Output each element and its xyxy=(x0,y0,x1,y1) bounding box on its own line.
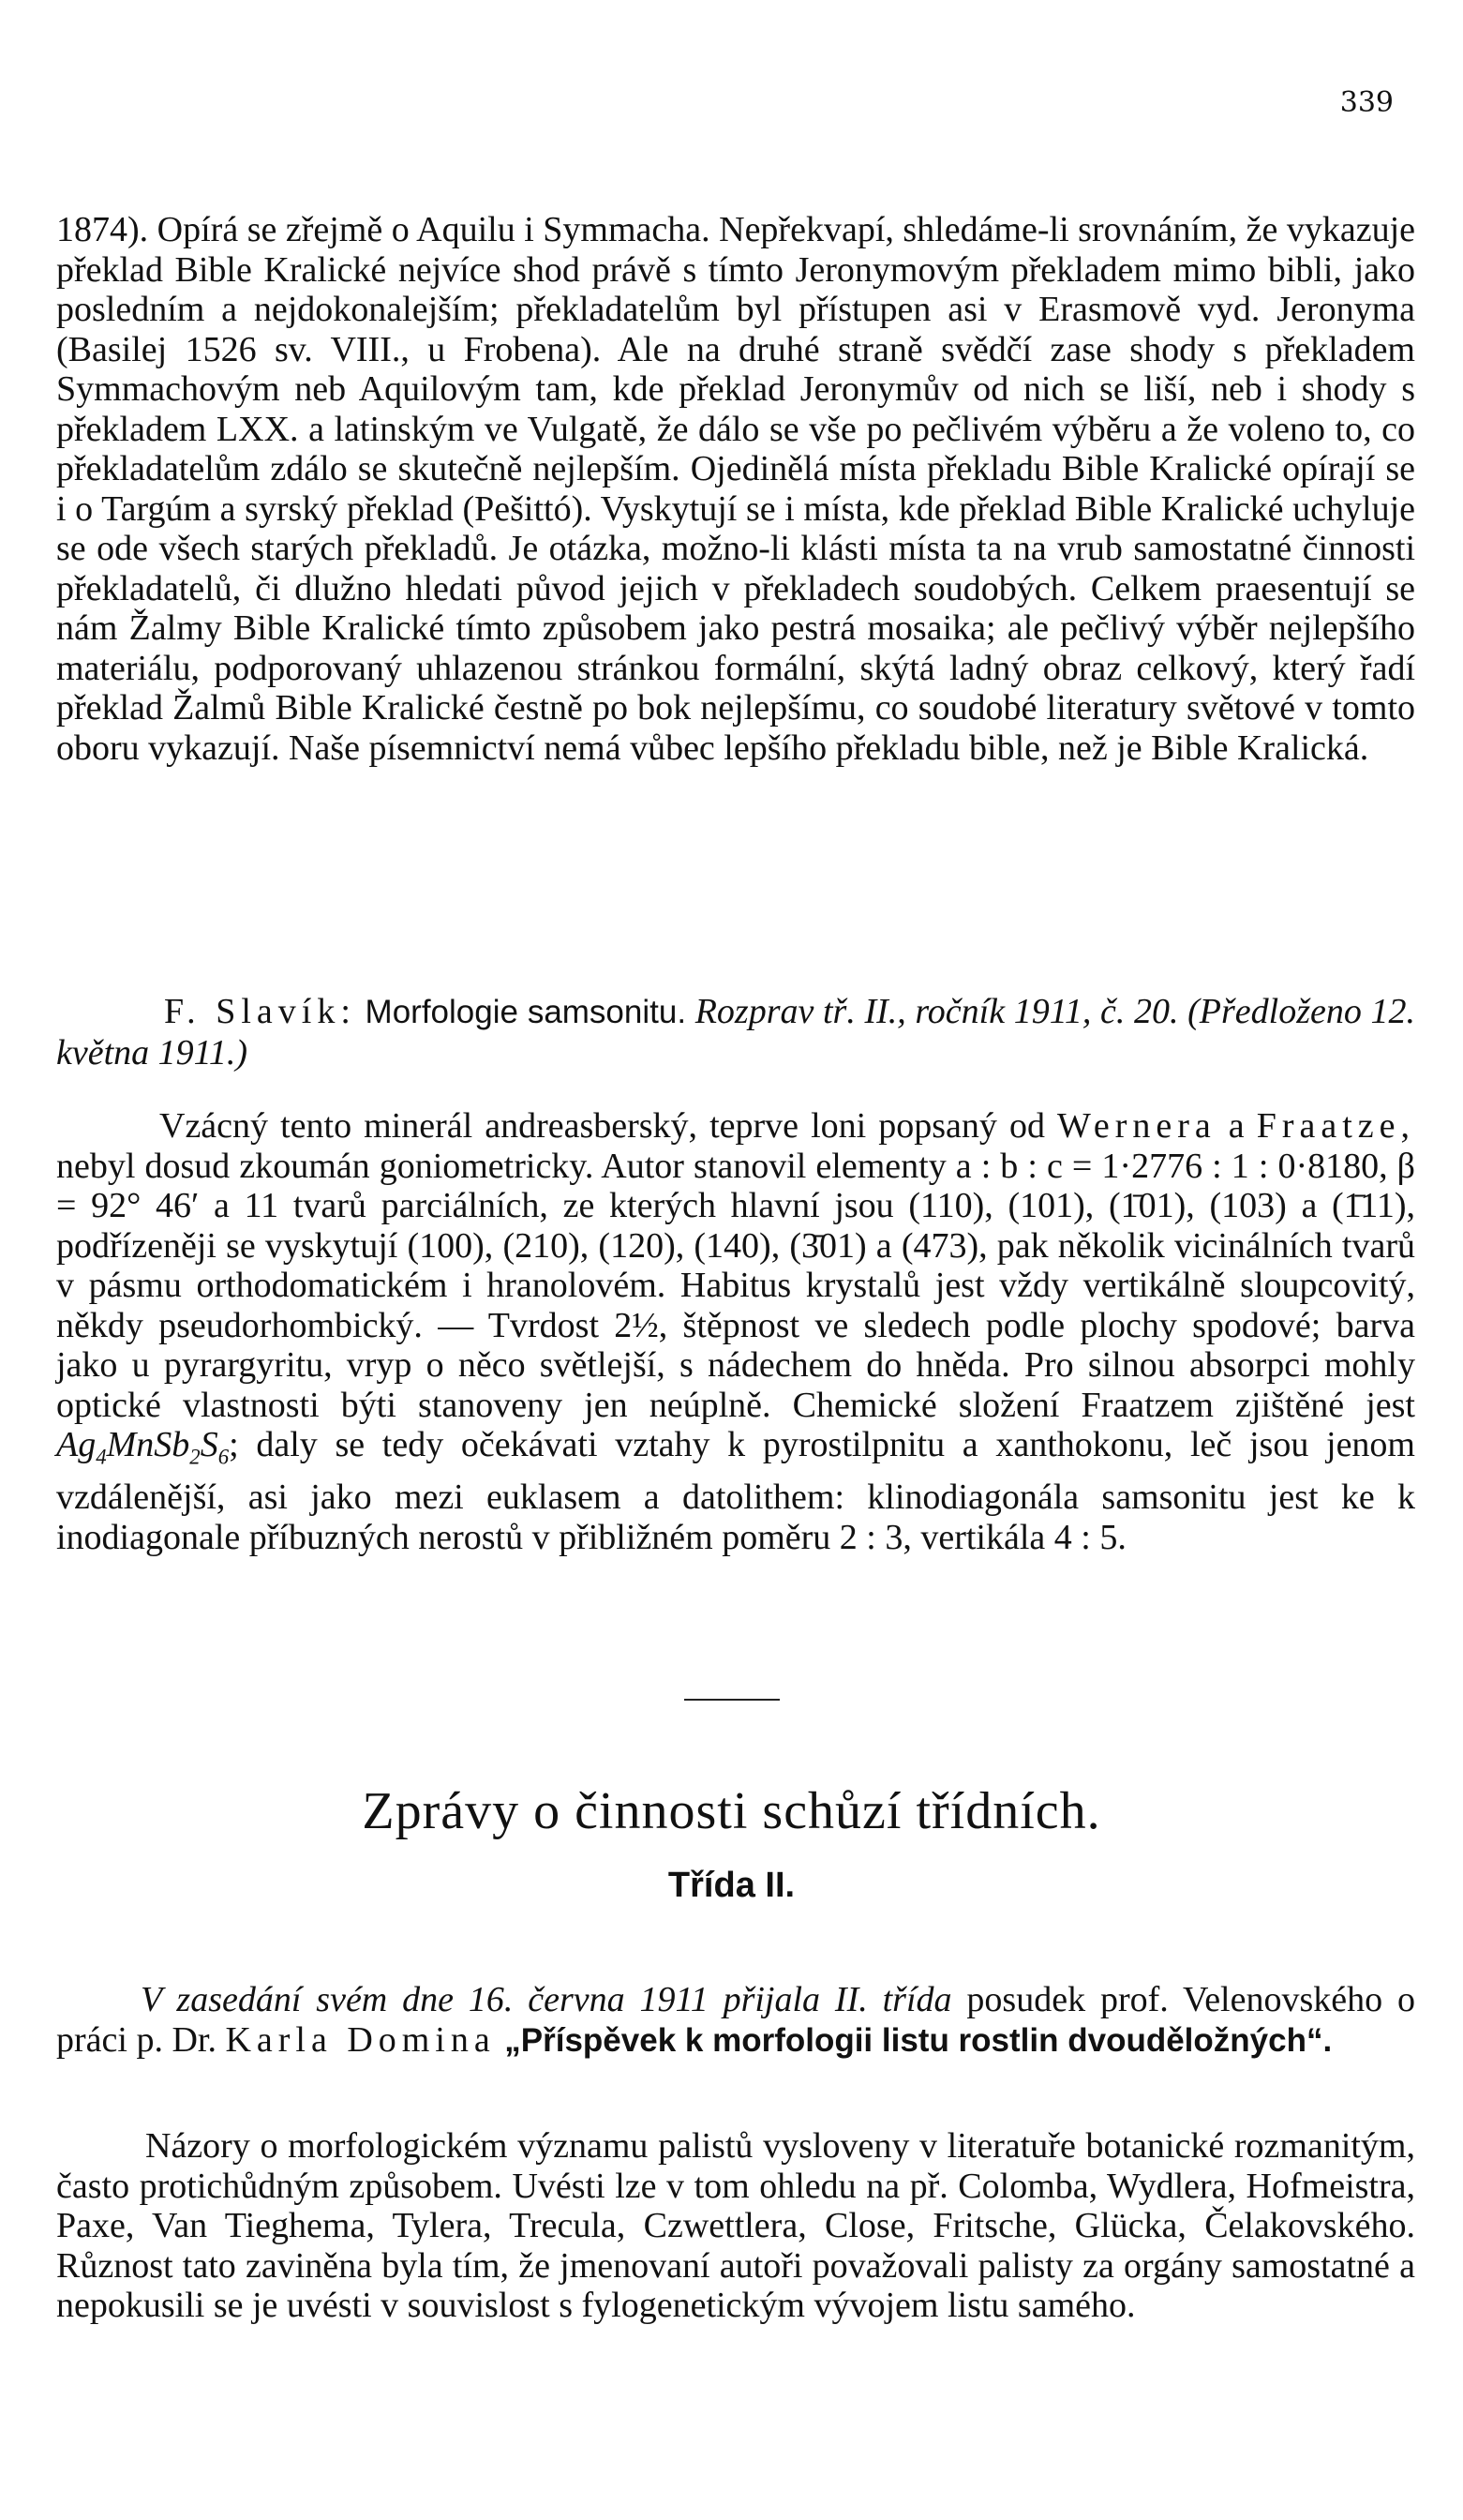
page-number: 339 xyxy=(1339,86,1394,119)
samsonite-text-d: ; daly se tedy očekávati vztahy k pyrostilpnitu a xanthokonu, leč jsou jenom vzdálenější, asi jako mezi euklasem a datolithem: klinodiagonála samsonitu jest ke k inodiagonale příbuzných nerostů v přibližném poměru 2 : 3, vertikála 4 : 5. xyxy=(56,1425,1415,1557)
article-source: Rozprav tř. II., ročník 1911, č. 20. xyxy=(694,992,1179,1031)
session-intro: V zasedání svém dne 16. června 1911 přijala II. třída xyxy=(141,1980,952,2019)
samsonite-text-c: nebyl dosud zkoumán goniometricky. Autor stanovil elementy a : b : c = 1·2776 : 1 : 0·8180, β = 92° 46′ a 11 tvarů parciálních, ze kterých hlavní jsou (110), (101), (1̄01), (103) a (1̄11), podřízeněji se vyskytují (100), (210), (120), (140), (3̄01) a (473), pak několik vicinálních tvarů v pásmu orthodomatickém i hranolovém. Habitus krystalů jest vždy vertikálně sloupcovitý, někdy pseudorhombický. — Tvrdost 2½, štěpnost ve sledech podle plochy spodové; barva jako u pyrargyritu, vryp o něco světlejší, s nádechem do hněda. Pro silnou absorpci mohly optické vlastnosti býti stanoveny jen neúplně. Chemické složení Fraatzem zjištěné jest xyxy=(56,1146,1415,1425)
article-submitted: (Předloženo 12. května 1911.) xyxy=(56,992,1416,1072)
paragraph-kralice-bible: 1874). Opírá se zřejmě o Aquilu i Symmacha. Nepřekvapí, shledáme-li srovnáním, že vykazuje překlad Bible Kralické nejvíce shod právě s tímto Jeronymovým překladem mimo bibli, jako posledním a nejdokonalejším; překladatelům byl přístupen asi v Erasmově vyd. Jeronyma (Basilej 1526 sv. VIII., u Frobena). Ale na druhé straně svědčí zase shody s překladem Symmachovým neb Aquilovým tam, kde překlad Jeronymův od nich se liší, neb i shody s překladem LXX. a latinským ve Vulgatě, že dálo se vše po pečlivém výběru a že voleno to, co překladatelům zdálo se skutečně nejlepším. Ojedinělá místa překladu Bible Kralické opírají se i o Targúm a syrský překlad (Pešittó). Vyskytují se i místa, kde překlad Bible Kralické uchyluje se ode všech starých překladů. Je otázka, možno-li klásti místa ta na vrub samostatné činnosti překladatelů, či dlužno hledati původ jejich v překladech soudobých. Celkem praesentují se nám Žalmy Bible Kralické tímto způsobem jako pestrá mosaika; ale pečlivý výběr nejlepšího materiálu, podporovaný uhlazenou stránkou formální, skýtá ladný obraz celkový, který řadí překlad Žalmů Bible Kralické čestně po bok nejlepšímu, co soudobé literatury světové v tomto oboru vykazují. Naše písemnictví nemá vůbec lepšího překladu bible, než je Bible Kralická. xyxy=(56,210,1415,768)
paragraph-session-report xyxy=(56,1980,1415,2061)
paragraph-samsonite xyxy=(56,1106,1415,1557)
article-citation xyxy=(56,992,1415,1072)
class-heading: Třída II. xyxy=(667,1866,796,1905)
author-name-domin: Karla Domina xyxy=(225,2019,496,2060)
section-heading: Zprávy o činnosti schůzí třídních. xyxy=(362,1782,1101,1840)
section-divider xyxy=(684,1699,780,1701)
samsonite-text-a: Vzácný tento minerál andreasberský, teprve loni popsaný od xyxy=(159,1106,1045,1146)
author-name-werner: Wernera xyxy=(1057,1106,1217,1146)
paragraph-stipules: Názory o morfologickém významu palistů vysloveny v literatuře botanické rozmanitým, často protichůdným způsobem. Uvésti lze v tom ohledu na př. Colomba, Wydlera, Hofmeistra, Paxe, Van Tieghema, Tylera, Trecula, Czwettlera, Close, Fritsche, Glücka, Čelakovského. Různost tato zaviněna byla tím, že jmenovaní autoři považovali palisty za orgány samostatné a nepokusili se je uvésti v souvislost s fylogenetickým vývojem listu samého. xyxy=(56,2126,1415,2325)
paper-title: „Příspěvek k morfologii listu rostlin dvouděložných“. xyxy=(504,2021,1333,2059)
article-title: Morfologie samsonitu. xyxy=(365,994,687,1030)
session-text: posudek prof. Velenovského o práci p. Dr. xyxy=(56,1980,1416,2060)
author-name-fraatz: Fraatze, xyxy=(1256,1106,1416,1146)
article-author: F. Slavík: xyxy=(164,992,356,1031)
samsonite-text-b: a xyxy=(1228,1106,1245,1146)
chemical-formula: $Ag_4MnSb_2S_6$ xyxy=(56,1425,230,1469)
